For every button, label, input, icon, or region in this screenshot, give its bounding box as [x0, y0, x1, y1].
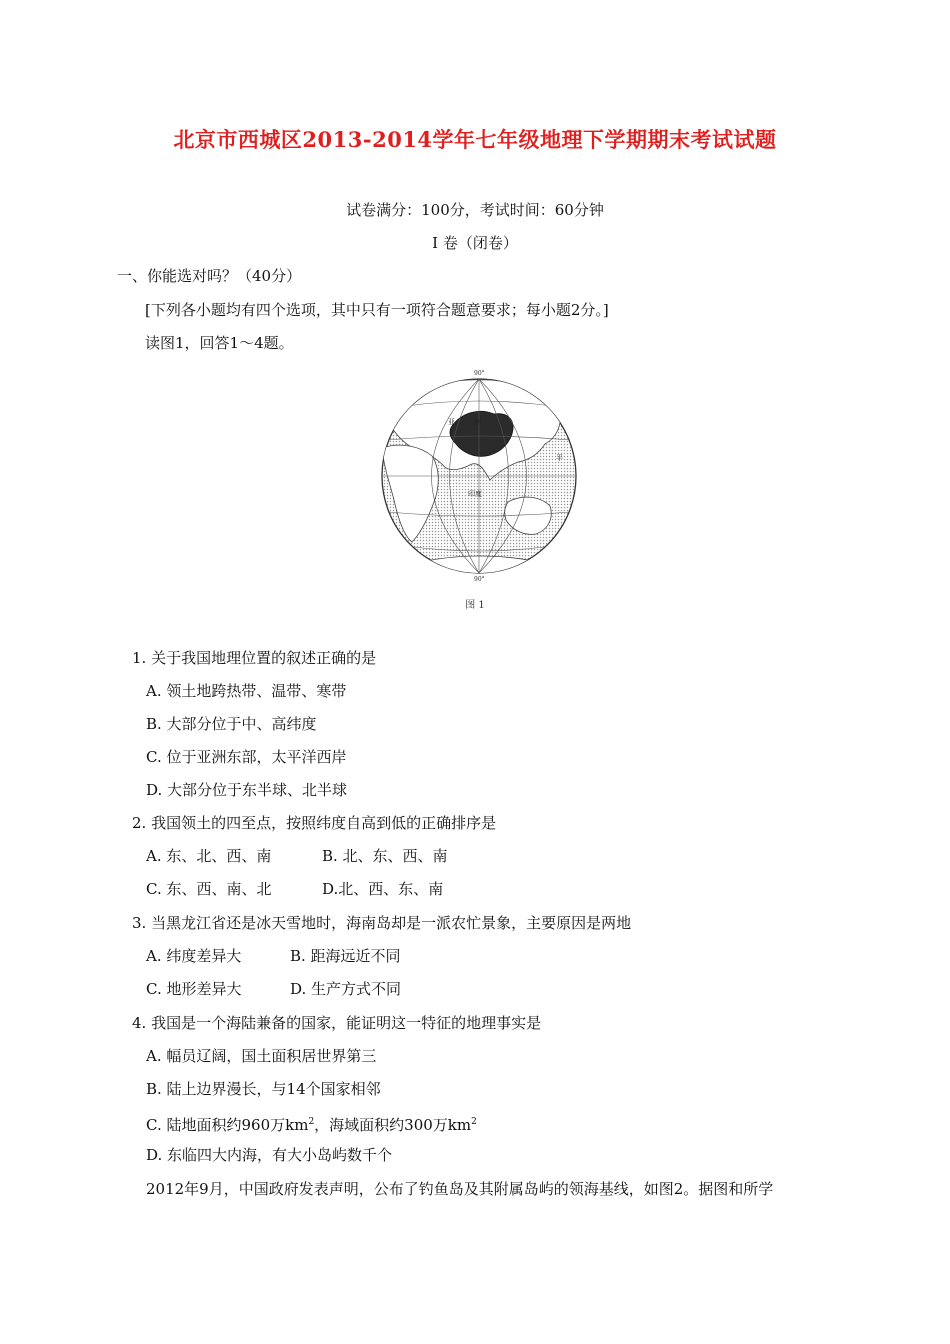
- question-4-option-a: A. 幅员辽阔，国土面积居世界第三: [146, 1047, 377, 1065]
- next-paragraph: 2012年9月，中国政府发表声明，公布了钓鱼岛及其附属岛屿的领海基线，如图2。据图和所学: [146, 1180, 774, 1198]
- question-2-option-c: C. 东、西、南、北: [146, 880, 272, 898]
- question-2-option-a: A. 东、北、西、南: [146, 847, 272, 865]
- exam-title: 北京市西城区2013-2014学年七年级地理下学期期末考试试题: [173, 127, 777, 152]
- option-c-land-area: C. 陆地面积约960万km: [146, 1116, 309, 1134]
- instructions: [下列各小题均有四个选项，其中只有一项符合题意要求；每小题2分。]: [145, 301, 609, 319]
- exam-info: 试卷满分：100分，考试时间：60分钟: [346, 201, 604, 219]
- indian-ocean-label: 印度: [468, 490, 482, 498]
- question-4-option-c: [146, 1112, 477, 1135]
- question-2-option-d: D.北、西、东、南: [322, 880, 444, 898]
- option-c-sea-area: ，海域面积约300万km: [314, 1116, 472, 1134]
- question-3-option-c: C. 地形差异大: [146, 980, 242, 998]
- question-3-stem: 3. 当黑龙江省还是冰天雪地时，海南岛却是一派农忙景象，主要原因是两地: [132, 914, 632, 932]
- question-4-stem: 4. 我国是一个海陆兼备的国家，能证明这一特征的地理事实是: [132, 1014, 542, 1032]
- pacific-label: 平: [556, 454, 563, 462]
- question-4-option-d: D. 东临四大内海，有大小岛屿数千个: [146, 1146, 393, 1164]
- globe-map-figure: [380, 368, 578, 590]
- bottom-longitude-label: 90°: [474, 576, 485, 583]
- read-prompt: 读图1，回答1～4题。: [145, 334, 294, 352]
- question-1-option-b: B. 大部分位于中、高纬度: [146, 715, 317, 733]
- question-3-option-b: B. 距海远近不同: [290, 947, 401, 965]
- asia-label-b: 洲: [474, 418, 481, 426]
- question-1-option-c: C. 位于亚洲东部，太平洋西岸: [146, 748, 347, 766]
- top-longitude-label: 90°: [474, 370, 485, 377]
- superscript-2: 2: [308, 1117, 315, 1127]
- question-4-option-b: B. 陆上边界漫长，与14个国家相邻: [146, 1080, 381, 1098]
- question-1-option-d: D. 大部分位于东半球、北半球: [146, 781, 348, 799]
- section-heading: 一、你能选对吗？（40分）: [117, 267, 302, 285]
- figure-caption: 图 1: [465, 600, 485, 611]
- asia-label-a: 亚: [448, 418, 455, 426]
- question-2-stem: 2. 我国领土的四至点，按照纬度自高到低的正确排序是: [132, 814, 497, 832]
- question-1-option-a: A. 领土地跨热带、温带、寒带: [146, 682, 347, 700]
- question-3-option-d: D. 生产方式不同: [290, 980, 402, 998]
- question-1-stem: 1. 关于我国地理位置的叙述正确的是: [132, 649, 377, 667]
- question-2-option-b: B. 北、东、西、南: [322, 847, 448, 865]
- superscript-2: 2: [471, 1117, 477, 1127]
- paper-part: Ⅰ 卷（闭卷）: [432, 234, 518, 252]
- question-3-option-a: A. 纬度差异大: [146, 947, 242, 965]
